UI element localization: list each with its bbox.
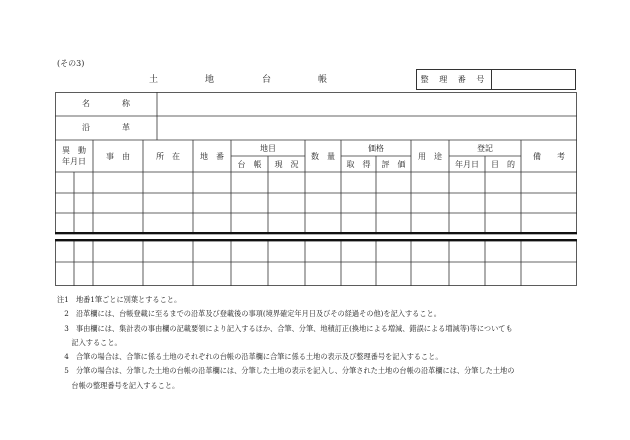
title-char-1: 土 (149, 75, 159, 85)
jiyu-header: 事 由 (106, 152, 130, 161)
toki-purpose-header: 目 的 (491, 160, 515, 169)
toki-header: 登記 (477, 144, 493, 153)
note-3-cont: 記入すること。 (57, 337, 122, 347)
land-ledger-table (55, 92, 577, 286)
kakaku-hyoka-header: 評 価 (381, 160, 406, 169)
seiri-number-label: 整 理 番 号 (416, 69, 492, 90)
suryo-header: 数 量 (311, 152, 335, 161)
title-char-4: 帳 (318, 75, 328, 85)
ledger-grid (55, 92, 577, 286)
shozai-header: 所 在 (156, 152, 180, 161)
ido-header-top: 異 動 (62, 146, 86, 155)
toki-date-header: 年月日 (455, 160, 479, 169)
ido-header-bottom: 年月日 (62, 157, 86, 166)
chimoku-header: 地目 (260, 144, 276, 153)
biko-header: 備 考 (533, 152, 565, 161)
chimoku-genkyo-header: 現 況 (274, 160, 299, 169)
title-char-2: 地 (205, 75, 215, 85)
kakaku-shutoku-header: 取 得 (346, 160, 371, 169)
notes (57, 293, 577, 393)
name-label: 名 称 (82, 99, 130, 108)
note-5-cont: 台帳の整理番号を記入すること。 (57, 380, 180, 390)
note-2: 2 沿革欄には、台帳登載に至るまでの沿革及び登載後の事項(境界確定年月日及びその経過その他)を記入すること。 (57, 309, 441, 319)
note-4: 4 合筆の場合は、合筆に係る土地のそれぞれの台帳の沿革欄に合筆に係る土地の表示及び整理番号を記入すること。 (57, 352, 443, 362)
chimoku-daicho-header: 台 帳 (237, 160, 262, 169)
chiban-header: 地 番 (200, 152, 224, 161)
note-3: 3 事由欄には、集計表の事由欄の記載要領により記入するほか、合筆、分筆、地積訂正(換地による増減、錯誤による増減等)等についても (57, 323, 513, 333)
kakaku-header: 価格 (368, 144, 384, 153)
seiri-number-field[interactable] (491, 69, 576, 90)
note-5: 5 分筆の場合は、分筆した土地の台帳の沿革欄には、分筆した土地の表示を記入し、分筆された土地の台帳の沿革欄には、分筆した土地の (57, 366, 515, 376)
form-label: (その3) (57, 59, 85, 68)
yoto-header: 用 途 (418, 152, 442, 161)
history-label: 沿 革 (82, 123, 130, 132)
title-char-3: 台 (262, 75, 272, 85)
note-1: 注1 地番1筆ごとに別葉とすること。 (57, 295, 182, 304)
